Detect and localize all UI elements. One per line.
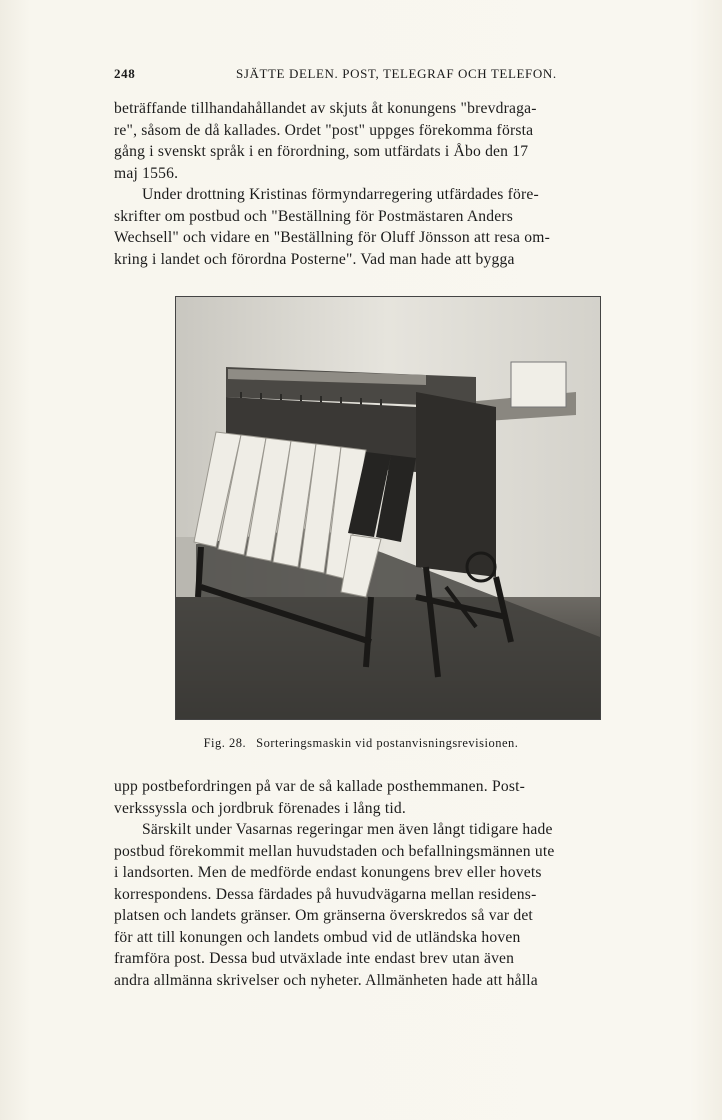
text-line: maj 1556.	[114, 164, 179, 182]
page-number: 248	[114, 66, 136, 81]
text-line: verkssyssla och jordbruk förenades i lång tid.	[114, 799, 406, 817]
figure-caption	[0, 736, 722, 751]
text-line: andra allmänna skrivelser och nyheter. Allmänheten hade att hålla	[114, 971, 538, 989]
text-line: i landsorten. Men de medförde endast konungens brev eller hovets	[114, 864, 542, 881]
text-line: re", såsom de då kallades. Ordet "post" uppges förekomma första	[114, 121, 534, 139]
text-line: framföra post. Dessa bud utväxlade inte endast brev utan även	[114, 950, 515, 967]
text-line: platsen och landets gränser. Om gränserna överskredos så var det	[114, 907, 533, 924]
text-line: beträffande tillhandahållandet av skjuts åt konungens "brevdraga-	[114, 100, 537, 117]
text-line: korrespondens. Dessa färdades på huvudvägarna mellan residens-	[114, 885, 537, 903]
text-line: kring i landet och förordna Posterne". Vad man hade att bygga	[114, 250, 515, 268]
text-line: Under drottning Kristinas förmyndarregering utfärdades före-	[142, 186, 539, 203]
paragraph-2	[114, 184, 670, 270]
paragraph-3	[114, 776, 670, 819]
paragraph-1	[114, 98, 670, 184]
text-line: Wechsell" och vidare en "Beställning för Oluff Jönsson att resa om-	[114, 229, 550, 246]
text-line: postbud förekommit mellan huvudstaden och befallningsmännen ute	[114, 842, 555, 860]
text-line: skrifter om postbud och "Beställning för Postmästaren Anders	[114, 207, 514, 225]
figure-caption-text: Sorteringsmaskin vid postanvisningsrevisionen.	[256, 736, 519, 750]
figure-photo-sorting-machine	[175, 296, 601, 720]
figure-label: Fig. 28.	[203, 736, 247, 750]
text-line: Särskilt under Vasarnas regeringar men även långt tidigare hade	[142, 821, 553, 838]
running-title: SJÄTTE DELEN. POST, TELEGRAF OCH TELEFON.	[236, 66, 557, 81]
text-line: för att till konungen och landets ombud vid de utländska hoven	[114, 928, 521, 946]
paragraph-4	[114, 819, 670, 991]
text-line: gång i svenskt språk i en förordning, som utfärdats i Åbo den 17	[114, 143, 529, 160]
text-line: upp postbefordringen på var de så kallade posthemmanen. Post-	[114, 778, 526, 795]
sorting-machine-illustration	[176, 297, 600, 719]
